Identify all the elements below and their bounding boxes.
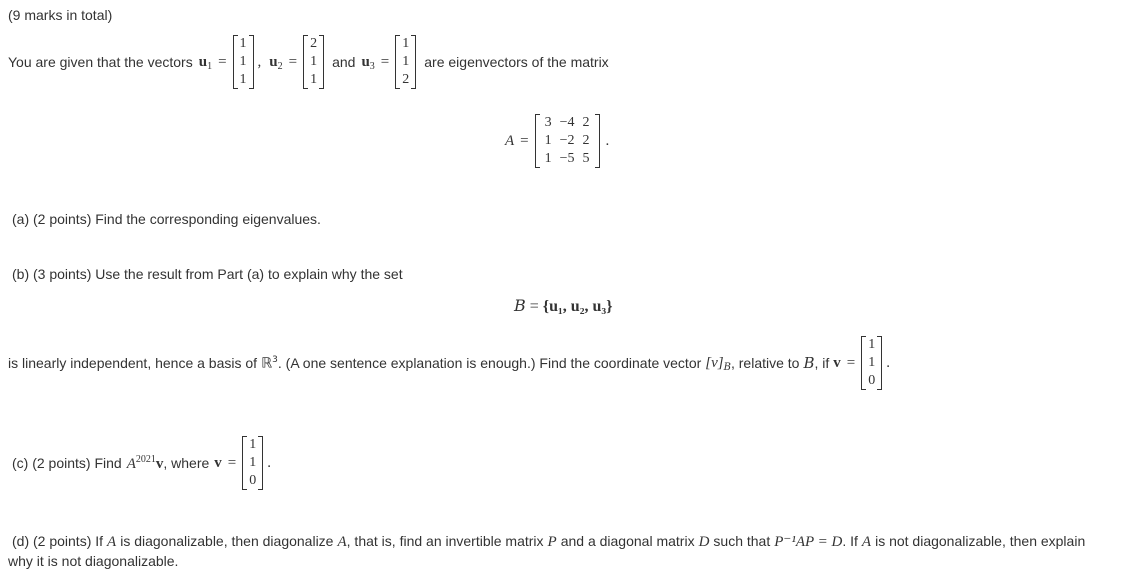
equals-sign: = — [218, 53, 227, 70]
equals-sign: = — [288, 53, 298, 70]
period: . — [267, 454, 272, 471]
part-d-t1: is diagonalizable, then diagonalize — [120, 533, 334, 549]
part-d-t6: is not diagonalizable, then explain — [875, 533, 1086, 549]
diagonalization-equation: P⁻¹AP = D — [774, 534, 843, 550]
v-vector: 1 1 0 — [861, 336, 882, 390]
period: . — [886, 354, 890, 371]
u3-vector: 1 1 2 — [395, 35, 416, 89]
basis-symbol: B — [803, 354, 815, 372]
matrix-a-display — [505, 108, 609, 174]
symbol-d: D — [698, 534, 710, 550]
u2-vector: 2 1 1 — [303, 35, 324, 89]
part-d-t2: , that is, find an invertible matrix — [346, 533, 544, 549]
intro-lead: You are given that the vectors — [8, 54, 193, 70]
part-b-lead: is linearly independent, hence a basis of — [8, 355, 258, 371]
v-label: v — [833, 354, 841, 371]
u1-vector: 1 1 1 — [233, 35, 254, 89]
period: . — [605, 132, 610, 149]
part-b-text: (b) (3 points) Use the result from Part (a) to explain why the set — [12, 266, 403, 282]
reals-symbol: ℝ$^3$ — [261, 354, 278, 372]
part-b-mid2: , relative to — [730, 355, 800, 371]
equals-sign: = — [846, 354, 856, 371]
marks-header: (9 marks in total) — [8, 7, 113, 23]
part-a-text: (a) (2 points) Find the corresponding eigenvalues. — [12, 211, 321, 227]
equals-sign: = — [520, 132, 529, 149]
part-b-end: , if — [814, 355, 830, 371]
symbol-a: A — [337, 534, 347, 550]
u3-label: $u_3$ — [361, 53, 375, 72]
part-d-t3: and a diagonal matrix — [560, 533, 695, 549]
a-power-v: $A^{2021}v$ — [126, 453, 164, 472]
part-d-lead: (d) (2 points) If — [12, 533, 104, 549]
v-vector: 1 1 0 — [242, 436, 263, 490]
part-b-mid: . (A one sentence explanation is enough.) Find the coordinate vector — [277, 355, 702, 371]
symbol-a: A — [861, 534, 872, 550]
matrix-a: 3 −4 2 1 −2 2 1 −5 5 — [535, 114, 600, 168]
part-c-where: , where — [163, 455, 210, 471]
equals-sign: = — [227, 454, 237, 471]
basis-set: B = {u₁, u₂, u₃} — [514, 296, 613, 315]
part-d-t5: . If — [842, 533, 858, 549]
part-c-lead: (c) (2 points) Find — [12, 455, 122, 471]
part-b-line — [8, 330, 890, 396]
and-word: and — [332, 54, 356, 70]
part-c-line — [12, 430, 271, 496]
intro-line — [8, 28, 609, 96]
v-label: v — [214, 454, 222, 471]
part-d-line1 — [12, 532, 1085, 551]
comma: , — [257, 53, 262, 70]
part-d-t4: such that — [713, 533, 771, 549]
symbol-a: A — [107, 534, 117, 550]
equals-sign: = — [380, 53, 390, 70]
symbol-p: P — [547, 534, 557, 550]
matrix-label: A — [505, 132, 515, 149]
intro-tail: are eigenvectors of the matrix — [424, 54, 609, 70]
u2-label: $u_2$ — [269, 53, 283, 72]
coord-vector: $[v]_B$ — [705, 354, 731, 373]
part-d-line2: why it is not diagonalizable. — [8, 553, 179, 569]
u1-label: $u_1$ — [198, 53, 213, 72]
